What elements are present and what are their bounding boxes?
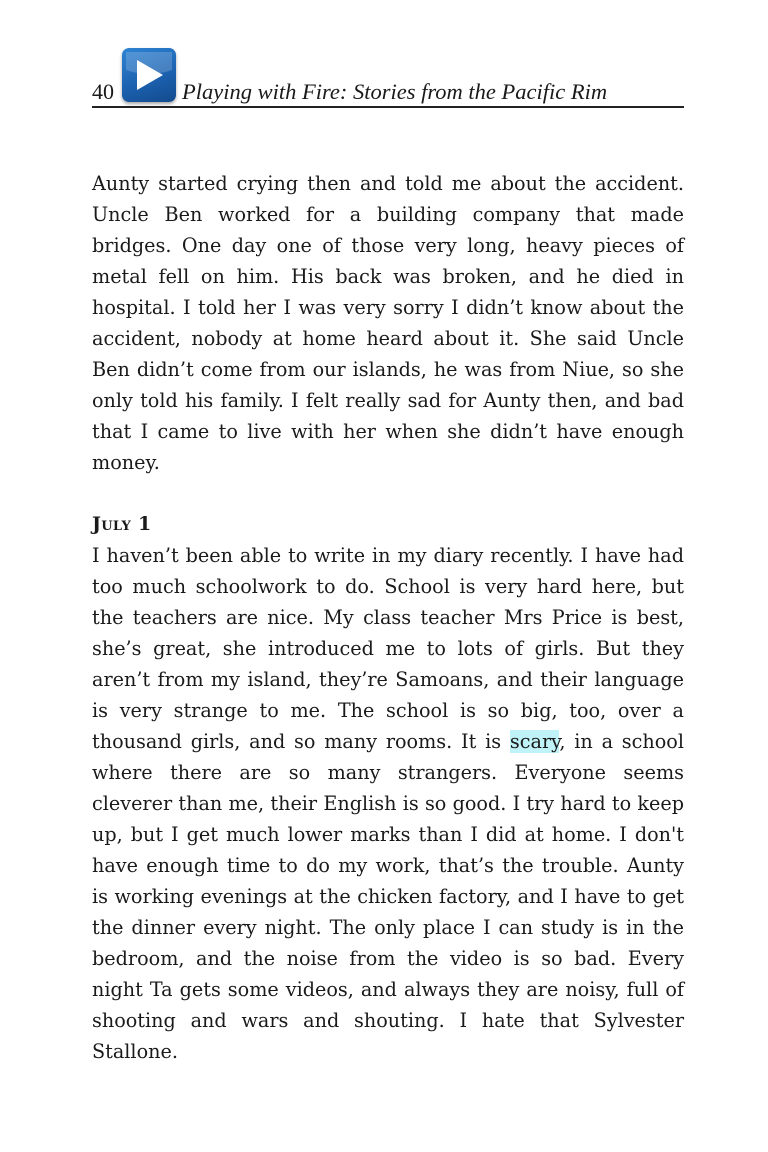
- book-title: Playing with Fire: Stories from the Pacific Rim: [182, 79, 608, 104]
- paragraph-text-after: , in a school where there are so many strangers. Everyone seems cleverer than me, their English is so good. I try hard to keep up, but I get much lower marks than I did at home. I don't have enough time to do my work, that’s the trouble. Aunty is working evenings at the chicken factory, and I have to get the dinner every night. The only place I can study is in the bedroom, and the noise from the video is so bad. Every night Ta gets some videos, and always they are noisy, full of shooting and wars and shouting. I hate that Sylvester Stallone.: [92, 730, 684, 1063]
- page-number: 40: [92, 79, 114, 104]
- paragraph-text-before: I haven’t been able to write in my diary recently. I have had too much schoolwork to do. School is very hard here, but the teachers are nice. My class teacher Mrs Price is best, she’s great, she introduced me to lots of girls. But they aren’t from my island, they’re Samoans, and their language is very strange to me. The school is so big, too, over a thousand girls, and so many rooms. It is: [92, 544, 684, 753]
- play-triangle-icon: [122, 48, 176, 102]
- diary-entry-heading: July 1: [92, 513, 152, 535]
- paragraph-diary-entry: [92, 540, 684, 1067]
- paragraph-accident: Aunty started crying then and told me about the accident. Uncle Ben worked for a building company that made bridges. One day one of those very long, heavy pieces of metal fell on him. His back was broken, and he died in hospital. I told her I was very sorry I didn’t know about the accident, nobody at home heard about it. She said Uncle Ben didn’t come from our islands, he was from Niue, so she only told his family. I felt really sad for Aunty then, and bad that I came to live with her when she didn’t have enough money.: [92, 172, 684, 474]
- play-icon[interactable]: [122, 48, 176, 102]
- page-header: [92, 48, 684, 108]
- highlighted-word[interactable]: scary: [509, 730, 560, 753]
